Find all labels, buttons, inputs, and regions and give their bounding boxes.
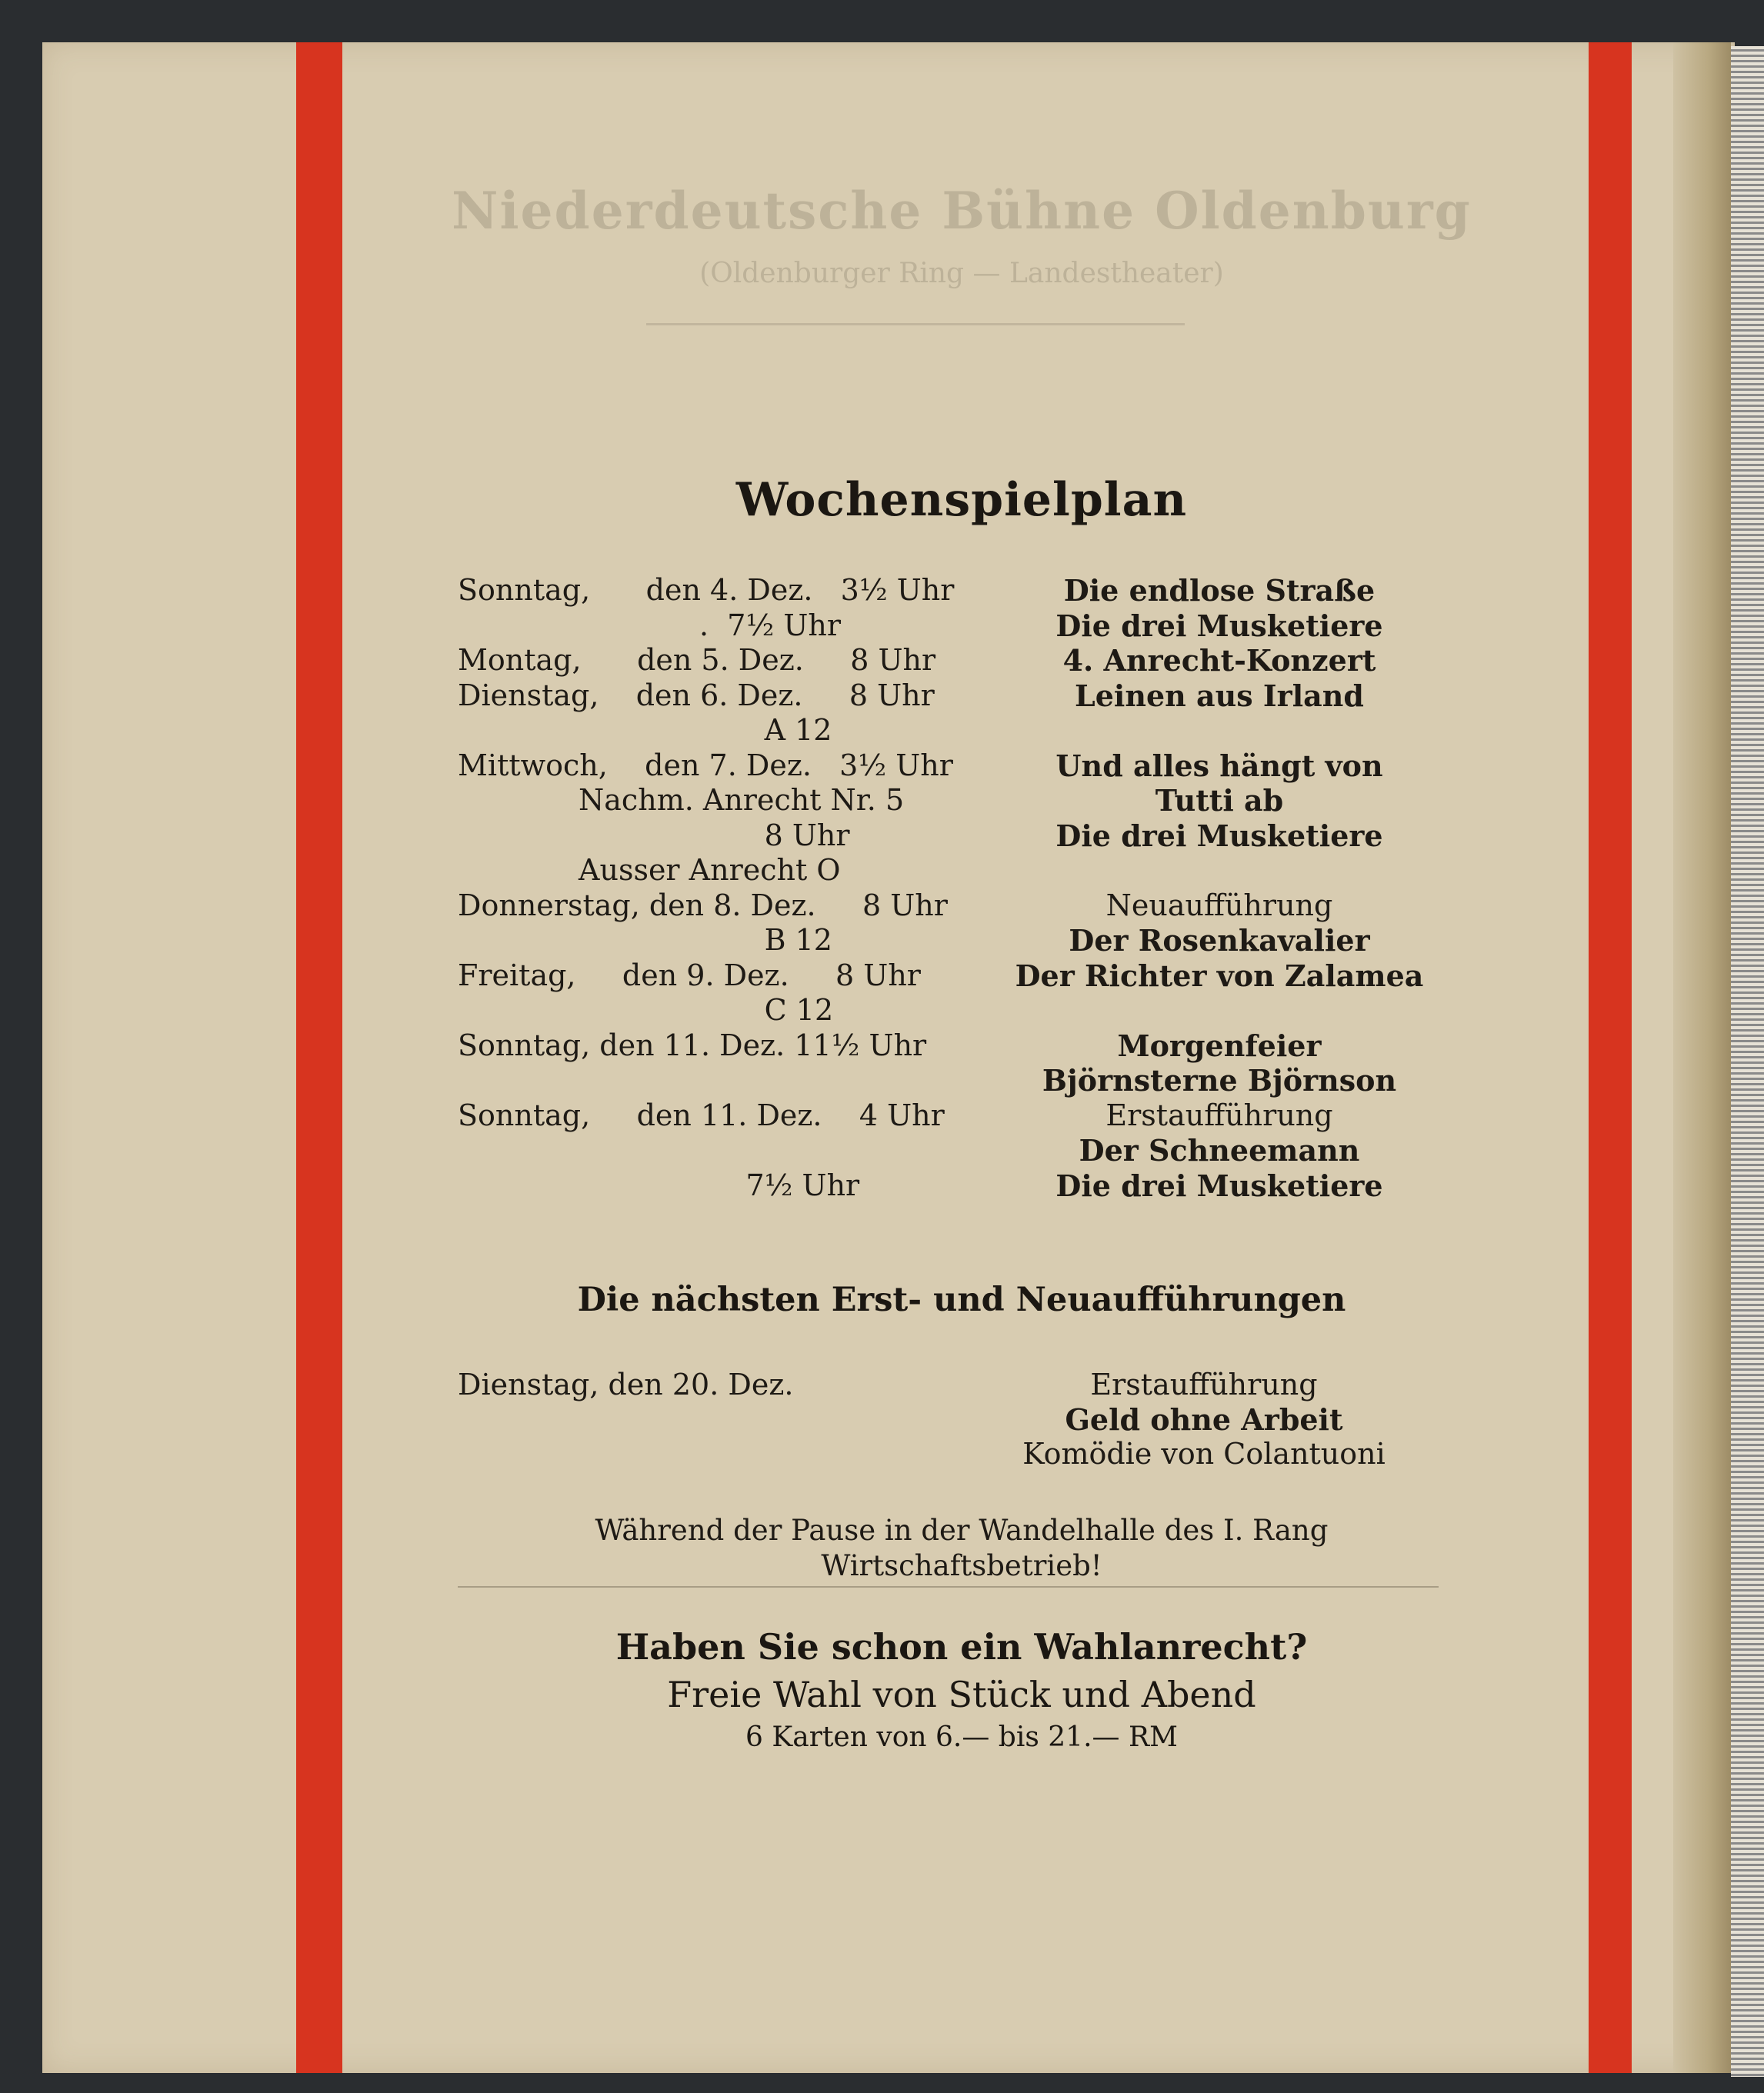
schedule-row <box>458 993 1473 1028</box>
schedule-play: Der Schneemann <box>1079 1133 1360 1168</box>
schedule-when: . 7½ Uhr <box>458 608 842 642</box>
schedule-when: Sonntag, den 11. Dez. 11½ Uhr <box>458 1028 927 1062</box>
show-through-masthead: Niederdeutsche Bühne Oldenburg <box>452 181 1472 241</box>
schedule-row <box>458 748 1473 784</box>
schedule-row <box>458 678 1473 714</box>
schedule-row <box>458 958 1473 994</box>
schedule-when: Nachm. Anrecht Nr. 5 <box>458 783 905 817</box>
schedule-play: Der Richter von Zalamea <box>1015 958 1424 993</box>
schedule-play: Und alles hängt von <box>1055 748 1383 783</box>
schedule-when: Sonntag, den 4. Dez. 3½ Uhr <box>458 573 955 607</box>
schedule-row <box>458 1168 1473 1204</box>
schedule-row <box>458 573 1473 608</box>
schedule-when: Dienstag, den 6. Dez. 8 Uhr <box>458 678 935 712</box>
schedule-when: Freitag, den 9. Dez. 8 Uhr <box>458 958 921 992</box>
schedule-play: Erstaufführung <box>1105 1098 1333 1132</box>
schedule-play: Morgenfeier <box>1117 1028 1322 1063</box>
page-title: Wochenspielplan <box>735 473 1188 527</box>
upcoming-title: Die nächsten Erst- und Neuaufführungen <box>577 1281 1346 1319</box>
schedule-play: Die drei Musketiere <box>1055 1168 1383 1203</box>
schedule-play: 4. Anrecht-Konzert <box>1062 643 1376 678</box>
schedule-when: 7½ Uhr <box>458 1168 860 1202</box>
schedule-when: Montag, den 5. Dez. 8 Uhr <box>458 643 936 677</box>
schedule-row <box>458 783 1473 818</box>
offer-price: 6 Karten von 6.— bis 21.— RM <box>745 1721 1178 1753</box>
schedule-row <box>458 923 1473 958</box>
upcoming-entry <box>969 1368 1439 1471</box>
schedule-when: Sonntag, den 11. Dez. 4 Uhr <box>458 1098 945 1132</box>
schedule-row <box>458 1098 1473 1134</box>
schedule-play: Die drei Musketiere <box>1055 608 1383 643</box>
schedule-row <box>458 1133 1473 1168</box>
subscription-offer <box>446 1623 1477 1757</box>
schedule-row <box>458 1063 1473 1098</box>
schedule-play: Tutti ab <box>1155 783 1284 818</box>
schedule-play: Die drei Musketiere <box>1055 818 1383 853</box>
schedule-row <box>458 853 1473 888</box>
schedule-row <box>458 643 1473 678</box>
schedule-play: Neuaufführung <box>1105 888 1333 922</box>
upcoming-play: Geld ohne Arbeit <box>1065 1402 1343 1437</box>
offer-headline: Haben Sie schon ein Wahlanrecht? <box>615 1626 1308 1668</box>
schedule-when: 8 Uhr <box>458 818 850 852</box>
notice-line-1: Während der Pause in der Wandelhalle des I. Rang <box>595 1514 1329 1547</box>
schedule-row <box>458 1028 1473 1064</box>
intermission-notice <box>446 1513 1477 1584</box>
schedule-play: Leinen aus Irland <box>1075 678 1364 713</box>
schedule-when: Mittwoch, den 7. Dez. 3½ Uhr <box>458 748 953 782</box>
upcoming-author: Komödie von Colantuoni <box>1022 1437 1386 1471</box>
schedule-row <box>458 818 1473 854</box>
page-gutter <box>1673 42 1731 2073</box>
upcoming-type: Erstaufführung <box>1090 1368 1318 1401</box>
schedule-when: Donnerstag, den 8. Dez. 8 Uhr <box>458 888 948 922</box>
notice-line-2: Wirtschaftsbetrieb! <box>821 1549 1102 1582</box>
book-edge <box>1731 46 1764 2077</box>
schedule-when: Ausser Anrecht O <box>458 853 841 887</box>
schedule-play: Der Rosenkavalier <box>1069 923 1370 958</box>
schedule-when: B 12 <box>458 923 832 957</box>
schedule-row <box>458 713 1473 748</box>
left-red-stripe <box>296 42 342 2073</box>
schedule-when: A 12 <box>458 713 832 747</box>
upcoming-date: Dienstag, den 20. Dez. <box>458 1368 794 1401</box>
show-through-subtitle: (Oldenburger Ring — Landestheater) <box>699 258 1224 289</box>
schedule-row <box>458 608 1473 644</box>
schedule-play: Björnsterne Björnson <box>1042 1063 1397 1098</box>
show-through-rule <box>646 323 1185 325</box>
right-red-stripe <box>1589 42 1632 2073</box>
divider <box>458 1586 1439 1588</box>
schedule-when: C 12 <box>458 993 834 1027</box>
offer-subline: Freie Wahl von Stück und Abend <box>667 1674 1256 1715</box>
schedule-row <box>458 888 1473 924</box>
schedule-play: Die endlose Straße <box>1063 573 1376 608</box>
weekly-schedule <box>458 573 1473 1203</box>
